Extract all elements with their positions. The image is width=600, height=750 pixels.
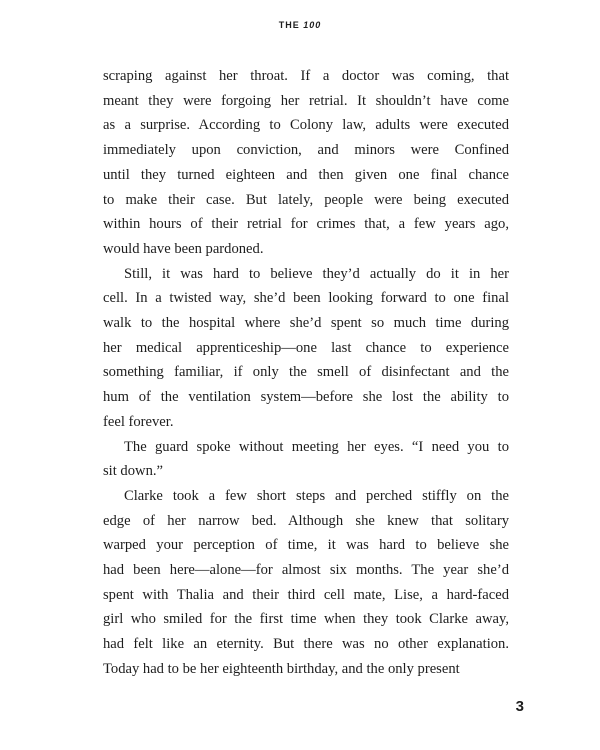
page-number: 3	[515, 698, 524, 715]
text-line: The guard spoke without meeting her eyes. “I need you to	[124, 438, 509, 455]
running-head	[0, 20, 600, 30]
paragraph	[103, 484, 509, 682]
text-line: her medical apprenticeship—one last chance to experience	[103, 339, 509, 356]
text-line: Clarke took a few short steps and perched stiffly on the	[124, 487, 509, 504]
text-line: sit down.”	[103, 463, 163, 480]
text-line: immediately upon conviction, and minors were Confined	[103, 142, 509, 159]
text-line: Today had to be her eighteenth birthday, and the only present	[103, 660, 460, 677]
running-head-prefix: THE	[278, 20, 300, 30]
text-line: walk to the hospital where she’d spent so much time during	[103, 315, 509, 332]
text-line: feel forever.	[103, 413, 174, 430]
body-text	[103, 64, 509, 682]
text-line: to make their case. But lately, people were being executed	[103, 191, 509, 208]
text-line: had been here—alone—for almost six months. The year she’d	[103, 562, 509, 579]
text-line: would have been pardoned.	[103, 240, 264, 257]
text-line: warped your perception of time, it was hard to believe she	[103, 537, 509, 554]
text-line: girl who smiled for the first time when they took Clarke away,	[103, 611, 509, 628]
text-line: hum of the ventilation system—before she lost the ability to	[103, 389, 509, 406]
running-head-title: 100	[303, 20, 322, 30]
paragraph	[103, 64, 509, 262]
text-line: had felt like an eternity. But there was no other explanation.	[103, 636, 509, 653]
text-line: scraping against her throat. If a doctor was coming, that	[103, 68, 509, 84]
text-line: something familiar, if only the smell of disinfectant and the	[103, 364, 509, 381]
text-line: meant they were forgoing her retrial. It shouldn’t have come	[103, 92, 509, 109]
text-line: cell. In a twisted way, she’d been looking forward to one final	[103, 290, 509, 307]
text-line: until they turned eighteen and then given one final chance	[103, 166, 509, 183]
text-line: Still, it was hard to believe they’d actually do it in her	[124, 265, 509, 282]
paragraph	[103, 262, 509, 435]
text-line: as a surprise. According to Colony law, adults were executed	[103, 117, 509, 134]
text-line: within hours of their retrial for crimes that, a few years ago,	[103, 216, 509, 233]
text-line: spent with Thalia and their third cell mate, Lise, a hard-faced	[103, 586, 509, 603]
paragraph	[103, 435, 509, 484]
text-line: edge of her narrow bed. Although she knew that solitary	[103, 512, 509, 529]
